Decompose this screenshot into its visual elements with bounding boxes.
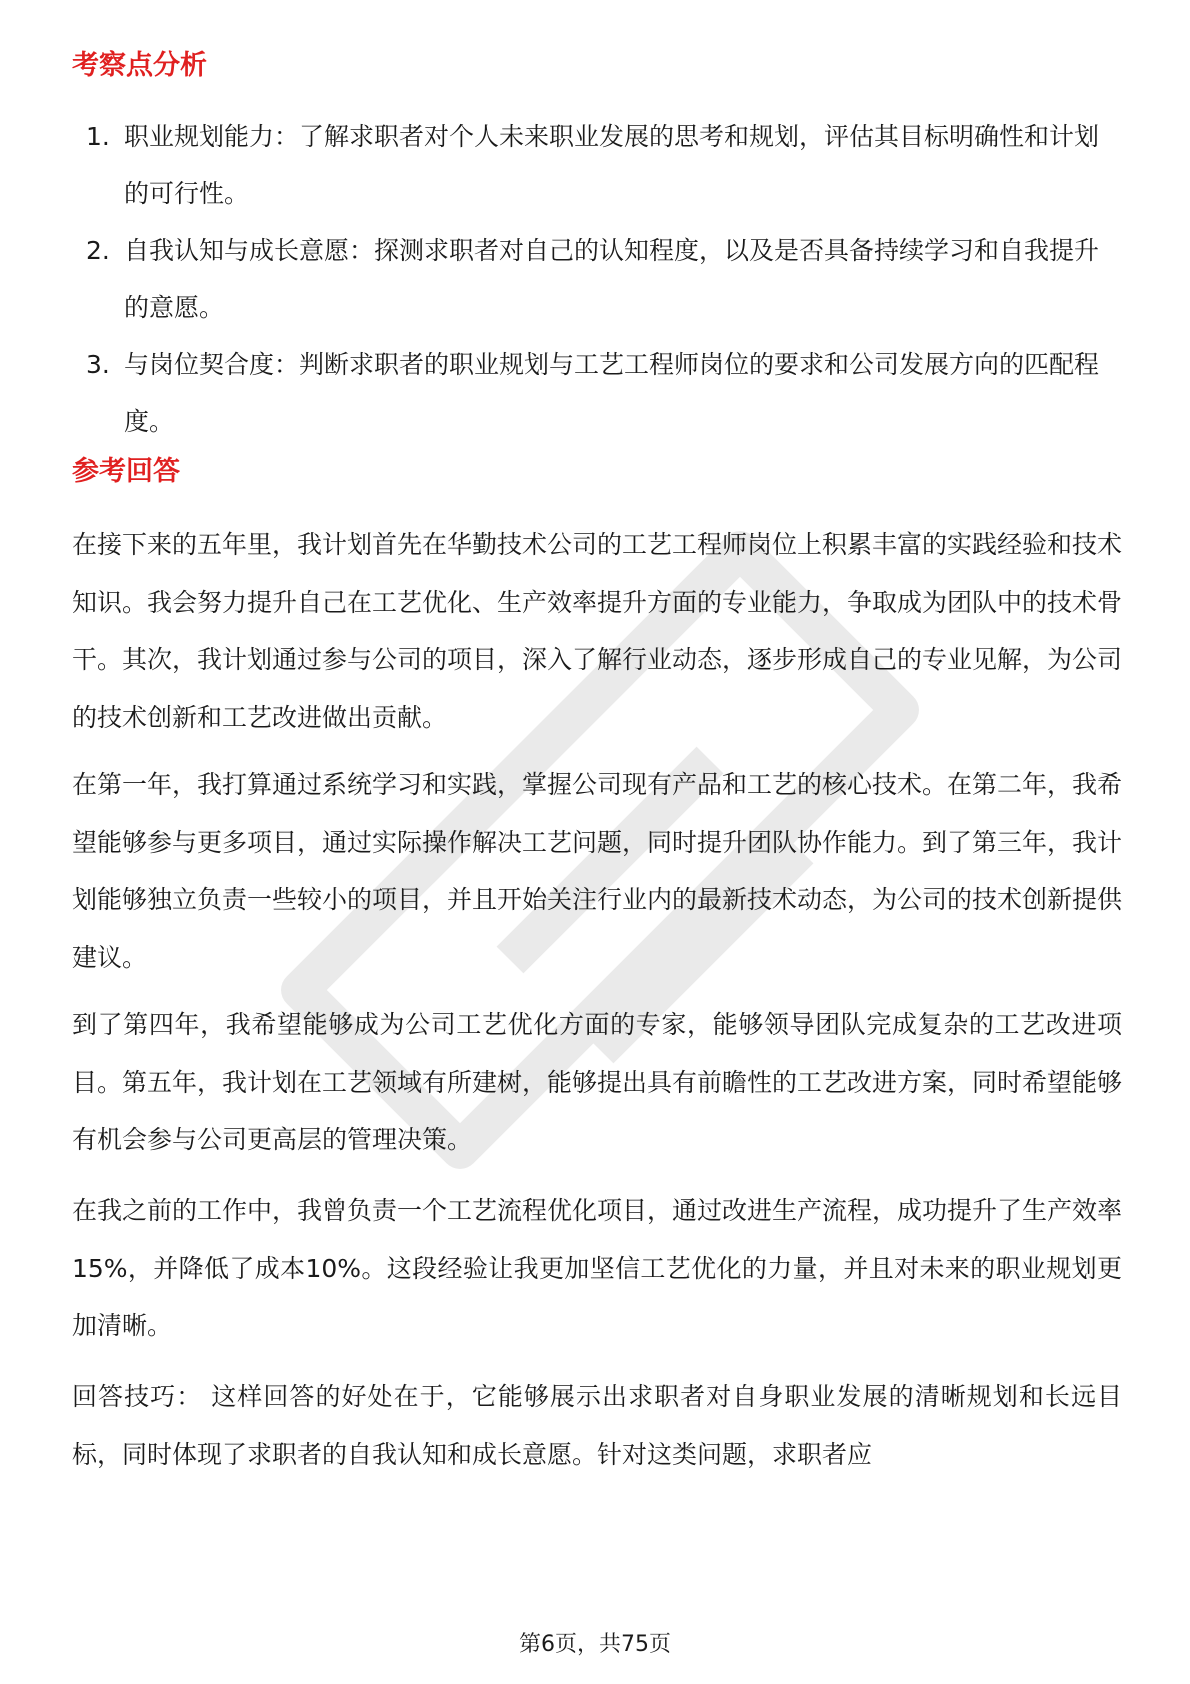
analysis-list	[72, 108, 1122, 450]
list-item	[72, 108, 1122, 222]
list-item-text: 职业规划能力：了解求职者对个人未来职业发展的思考和规划，评估其目标明确性和计划的可行性。	[124, 122, 1100, 208]
section-title-reference-answer: 参考回答	[72, 456, 180, 487]
list-item-text: 自我认知与成长意愿：探测求职者对自己的认知程度，以及是否具备持续学习和自我提升的意愿。	[124, 236, 1100, 322]
list-number: 1.	[86, 122, 110, 151]
answer-paragraph: 在接下来的五年里，我计划首先在华勤技术公司的工艺工程师岗位上积累丰富的实践经验和技术知识。我会努力提升自己在工艺优化、生产效率提升方面的专业能力，争取成为团队中的技术骨干。其次，我计划通过参与公司的项目，深入了解行业动态，逐步形成自己的专业见解，为公司的技术创新和工艺改进做出贡献。	[72, 530, 1123, 732]
answer-paragraph: 在我之前的工作中，我曾负责一个工艺流程优化项目，通过改进生产流程，成功提升了生产效率15%，并降低了成本10%。这段经验让我更加坚信工艺优化的力量，并且对未来的职业规划更加清晰。	[72, 1196, 1123, 1340]
page-number: 第6页，共75页	[519, 1632, 671, 1657]
answer-tips-paragraph: 回答技巧： 这样回答的好处在于，它能够展示出求职者对自身职业发展的清晰规划和长远目标，同时体现了求职者的自我认知和成长意愿。针对这类问题，求职者应	[72, 1382, 1122, 1469]
answer-paragraph: 在第一年，我打算通过系统学习和实践，掌握公司现有产品和工艺的核心技术。在第二年，我希望能够参与更多项目，通过实际操作解决工艺问题，同时提升团队协作能力。到了第三年，我计划能够独立负责一些较小的项目，并且开始关注行业内的最新技术动态，为公司的技术创新提供建议。	[72, 770, 1123, 972]
list-item	[72, 336, 1122, 450]
list-number: 2.	[86, 236, 110, 265]
answer-paragraph: 到了第四年，我希望能够成为公司工艺优化方面的专家，能够领导团队完成复杂的工艺改进项目。第五年，我计划在工艺领域有所建树，能够提出具有前瞻性的工艺改进方案，同时希望能够有机会参与公司更高层的管理决策。	[72, 1010, 1123, 1154]
list-number: 3.	[86, 350, 110, 379]
section-title-analysis: 考察点分析	[72, 50, 207, 81]
list-item-text: 与岗位契合度：判断求职者的职业规划与工艺工程师岗位的要求和公司发展方向的匹配程度。	[124, 350, 1100, 436]
list-item	[72, 222, 1122, 336]
